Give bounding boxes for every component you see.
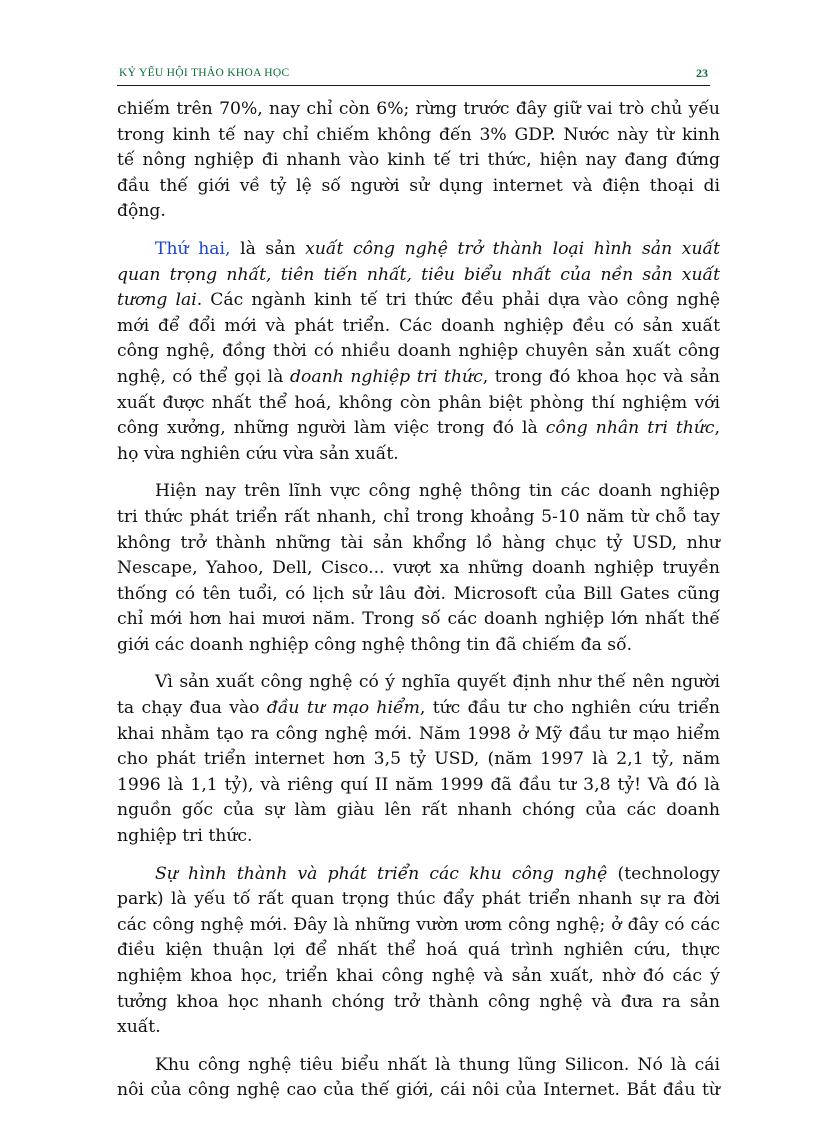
text-line <box>117 633 720 659</box>
text-segment: , <box>714 418 721 439</box>
text-segment: chiếm trên 70%, nay chỉ còn 6%; rừng trước đây giữ vai trò chủ yếu <box>117 99 720 119</box>
italic-phrase: đầu tư mạo hiểm <box>266 698 420 719</box>
text-line <box>117 582 720 608</box>
italic-phrase: doanh nghiệp tri thức <box>290 366 483 387</box>
text-segment: . Các ngành kinh tế tri thức đều phải dựa vào công nghệ <box>196 290 720 311</box>
text-line <box>117 722 720 748</box>
text-segment: mới để đổi mới và phát triển. Các doanh nghiệp đều có sản xuất <box>117 315 720 336</box>
text-line <box>117 391 720 417</box>
text-line <box>117 263 720 289</box>
text-segment: công xưởng, những người làm việc trong đó là <box>117 418 546 439</box>
text-line <box>117 1053 720 1079</box>
text-segment: trong kinh tế nay chỉ chiếm không đến 3% GDP. Nước này từ kinh <box>117 124 720 145</box>
text-segment: tri thức phát triển rất nhanh, chỉ trong khoảng 5-10 năm từ chỗ tay <box>117 506 720 527</box>
text-line <box>117 913 720 939</box>
text-line <box>117 670 720 696</box>
text-segment: xuất. <box>117 1017 161 1038</box>
text-segment: các công nghệ mới. Đây là những vườn ươm công nghệ; ở đây có các <box>117 914 720 935</box>
text-line <box>117 479 720 505</box>
highlighted-phrase: Thứ hai, <box>155 238 231 259</box>
text-line <box>117 442 720 468</box>
paragraph <box>117 1053 720 1104</box>
italic-phrase: tương lai <box>117 290 197 311</box>
text-line <box>117 798 720 824</box>
paragraph <box>117 670 720 849</box>
text-segment: tế nông nghiệp đi nhanh vào kinh tế tri thức, hiện nay đang đứng <box>117 150 720 171</box>
text-line <box>117 237 720 263</box>
text-segment: tưởng khoa học nhanh chóng trở thành công nghệ và đưa ra sản <box>117 991 720 1012</box>
text-line <box>117 990 720 1016</box>
running-header <box>117 63 710 86</box>
text-line <box>117 696 720 722</box>
text-segment: Vì sản xuất công nghệ có ý nghĩa quyết định như thế nên người <box>155 672 720 693</box>
text-segment: thống có tên tuổi, có lịch sử lâu đời. Microsoft của Bill Gates cũng <box>117 583 720 604</box>
text-line <box>117 862 720 888</box>
page-number: 23 <box>696 66 708 80</box>
paragraph <box>117 97 720 225</box>
text-segment: động. <box>117 201 166 222</box>
text-line <box>117 97 720 123</box>
italic-phrase: quan trọng nhất, tiên tiến nhất, tiêu biểu nhất của nền sản xuất <box>117 264 720 285</box>
text-line <box>117 314 720 340</box>
text-segment: đầu thế giới về tỷ lệ số người sử dụng internet và điện thoại di <box>117 175 720 196</box>
text-line <box>117 199 720 225</box>
text-segment: Nescape, Yahoo, Dell, Cisco... vượt xa những doanh nghiệp truyền <box>117 558 720 579</box>
text-line <box>117 1015 720 1041</box>
text-segment: nguồn gốc của sự làm giàu lên rất nhanh chóng của các doanh <box>117 800 720 821</box>
text-line <box>117 148 720 174</box>
text-segment: không trở thành những tài sản khổng lồ hàng chục tỷ USD, như <box>117 532 720 553</box>
text-line <box>117 123 720 149</box>
paragraph <box>117 862 720 1041</box>
text-line <box>117 505 720 531</box>
italic-phrase: công nhân tri thức <box>545 418 715 439</box>
text-line <box>117 964 720 990</box>
text-segment: xuất được nhất thể hoá, không còn phân biệt phòng thí nghiệm với <box>117 392 720 413</box>
paragraph <box>117 479 720 658</box>
text-line <box>117 824 720 850</box>
text-segment: , trong đó khoa học và sản <box>482 366 720 387</box>
text-line <box>117 747 720 773</box>
text-segment: nghệ, có thể gọi là <box>117 366 290 387</box>
text-segment: là sản <box>230 238 306 259</box>
text-line <box>117 416 720 442</box>
text-segment: nghiệp tri thức. <box>117 826 253 847</box>
text-segment: công nghệ, đồng thời có nhiều doanh nghiệp chuyên sản xuất công <box>117 341 720 362</box>
text-line <box>117 174 720 200</box>
text-line <box>117 938 720 964</box>
text-segment: họ vừa nghiên cứu vừa sản xuất. <box>117 443 399 464</box>
paragraph <box>117 237 720 467</box>
text-segment: chỉ mới hơn hai mươi năm. Trong số các doanh nghiệp lớn nhất thế <box>117 609 720 630</box>
text-line <box>117 607 720 633</box>
text-line <box>117 339 720 365</box>
text-line <box>117 288 720 314</box>
text-segment: nôi của công nghệ cao của thế giới, cái nôi của Internet. Bắt đầu từ <box>117 1080 720 1101</box>
text-segment: 1996 là 1,1 tỷ), và riêng quí II năm 1999 đã đầu tư 3,8 tỷ! Và đó là <box>117 774 720 795</box>
italic-phrase: xuất công nghệ trở thành loại hình sản xuất <box>305 238 720 259</box>
text-line <box>117 531 720 557</box>
text-segment: điều kiện thuận lợi để nhất thể hoá quá trình nghiên cứu, thực <box>117 940 720 961</box>
text-segment: giới các doanh nghiệp công nghệ thông tin đã chiếm đa số. <box>117 634 633 655</box>
text-segment: ta chạy đua vào <box>117 698 267 719</box>
text-segment: nghiệm khoa học, triển khai công nghệ và sản xuất, nhờ đó các ý <box>117 966 720 986</box>
text-line <box>117 773 720 799</box>
italic-phrase: Sự hình thành và phát triển các khu công nghệ <box>155 863 608 884</box>
text-segment: (technology <box>607 863 720 884</box>
text-segment: park) là yếu tố rất quan trọng thúc đẩy phát triển nhanh sự ra đời <box>117 889 720 910</box>
text-segment: Hiện nay trên lĩnh vực công nghệ thông tin các doanh nghiệp <box>155 481 720 502</box>
body-text <box>117 97 720 1116</box>
text-line <box>117 1078 720 1104</box>
text-segment: khai nhằm tạo ra công nghệ mới. Năm 1998 ở Mỹ đầu tư mạo hiểm <box>117 723 720 744</box>
text-segment: cho phát triển internet hơn 3,5 tỷ USD, (năm 1997 là 2,1 tỷ, năm <box>117 749 720 770</box>
text-line <box>117 556 720 582</box>
text-line <box>117 887 720 913</box>
text-segment: Khu công nghệ tiêu biểu nhất là thung lũng Silicon. Nó là cái <box>155 1054 720 1075</box>
header-title: KỶ YẾU HỘI THẢO KHOA HỌC <box>119 67 290 79</box>
text-line <box>117 365 720 391</box>
text-segment: , tức đầu tư cho nghiên cứu triển <box>419 698 720 719</box>
